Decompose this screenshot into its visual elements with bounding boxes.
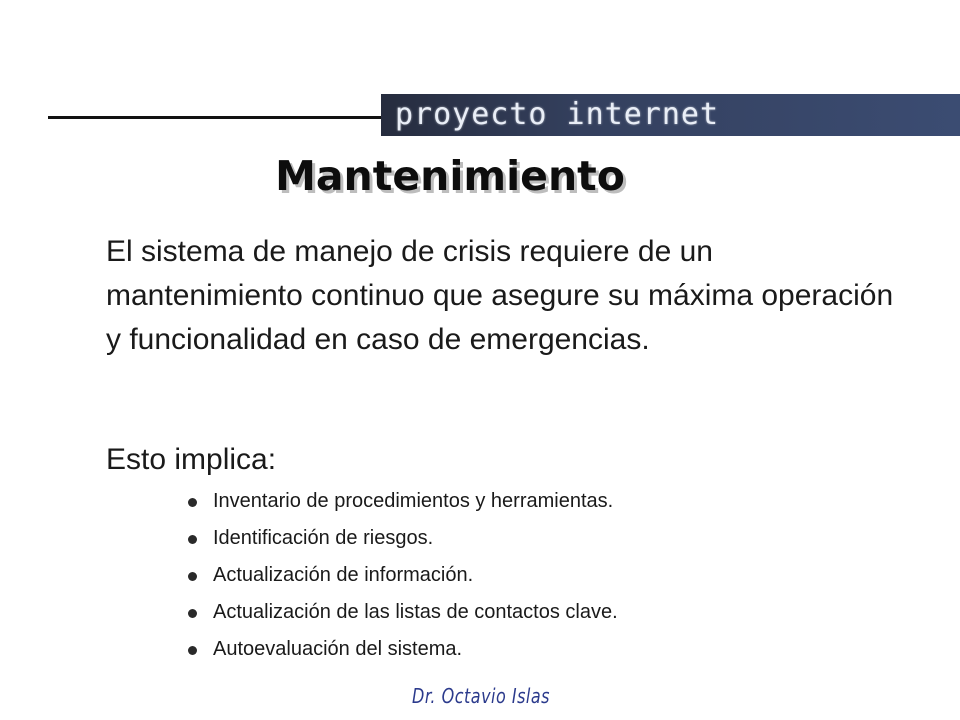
bullet-dot-icon [188,535,197,544]
list-item [188,594,618,631]
list-item [188,557,618,594]
list-item-text: Identificación de riesgos. [213,527,434,549]
list-item [188,483,618,520]
bullet-dot-icon [188,498,197,507]
list-item-text: Actualización de información. [213,564,474,586]
list-item [188,520,618,557]
list-item-text: Inventario de procedimientos y herramientas. [213,490,614,512]
list-item-text: Autoevaluación del sistema. [213,638,463,660]
header-banner-logo [381,94,960,136]
bullet-dot-icon [188,609,197,618]
list-item [188,631,618,668]
slide-title: Mantenimiento [275,152,625,200]
implications-list [188,483,618,668]
bullet-dot-icon [188,572,197,581]
list-item-text: Actualización de las listas de contactos clave. [213,601,618,623]
author-signature: Dr. Octavio Islas [412,684,550,708]
banner-logo-text: proyecto internet [395,97,720,132]
bullet-dot-icon [188,646,197,655]
list-heading: Esto implica: [106,443,277,476]
header-divider-line [48,116,388,119]
intro-paragraph: El sistema de manejo de crisis requiere de un mantenimiento continuo que asegure su máxima operación y funcionalidad en caso de emergencias. [106,235,894,356]
